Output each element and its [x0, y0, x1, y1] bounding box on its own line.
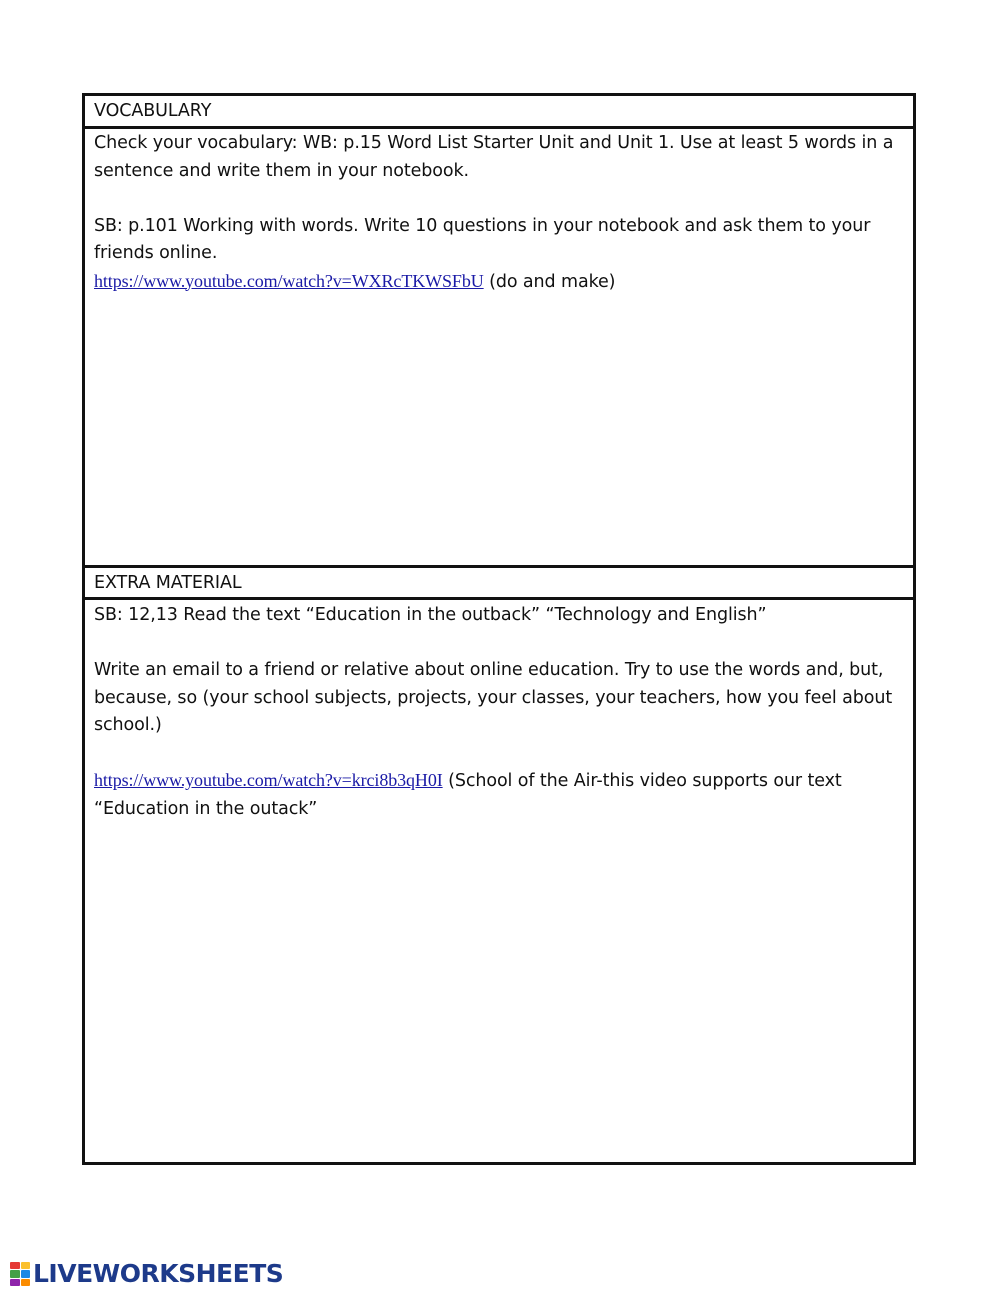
extra-material-instruction-1: SB: 12,13 Read the text “Education in the outback” “Technology and English”	[94, 605, 767, 625]
vocabulary-video-link[interactable]: https://www.youtube.com/watch?v=WXRcTKWSFbU	[94, 270, 484, 291]
extra-material-instruction-2: Write an email to a friend or relative about online education. Try to use the words and, but, because, so (your school subjects, projects, your classes, your teachers, how you feel about school.)	[94, 660, 893, 735]
extra-material-header	[85, 568, 913, 598]
extra-material-video-link[interactable]: https://www.youtube.com/watch?v=krci8b3qH0I	[94, 770, 443, 790]
vocabulary-header	[85, 96, 913, 126]
vocabulary-body	[85, 129, 913, 565]
extra-material-link-line	[94, 767, 904, 823]
logo-block	[10, 1279, 20, 1286]
logo-block	[21, 1262, 31, 1269]
liveworksheets-logo-icon	[10, 1262, 30, 1286]
liveworksheets-logo-text: LIVEWORKSHEETS	[33, 1259, 284, 1288]
worksheet-table	[82, 93, 916, 1165]
logo-block	[10, 1270, 20, 1277]
vocabulary-link-note: (do and make)	[483, 271, 616, 292]
extra-material-link-note: (School of the Air-this video supports our text “Education in the outack”	[94, 771, 842, 819]
extra-material-header-label: EXTRA MATERIAL	[94, 573, 242, 593]
vocabulary-instruction-2: SB: p.101 Working with words. Write 10 questions in your notebook and ask them to your friends online.	[94, 215, 871, 263]
logo-block	[10, 1262, 20, 1269]
logo-block	[21, 1279, 31, 1286]
logo-block	[21, 1270, 31, 1277]
vocabulary-link-line	[94, 268, 904, 297]
vocabulary-header-label: VOCABULARY	[94, 101, 212, 121]
extra-material-body	[85, 600, 913, 1162]
vocabulary-instruction-1: Check your vocabulary: WB: p.15 Word List Starter Unit and Unit 1. Use at least 5 words in a sentence and write them in your notebook.	[94, 133, 894, 181]
liveworksheets-logo	[10, 1260, 283, 1288]
